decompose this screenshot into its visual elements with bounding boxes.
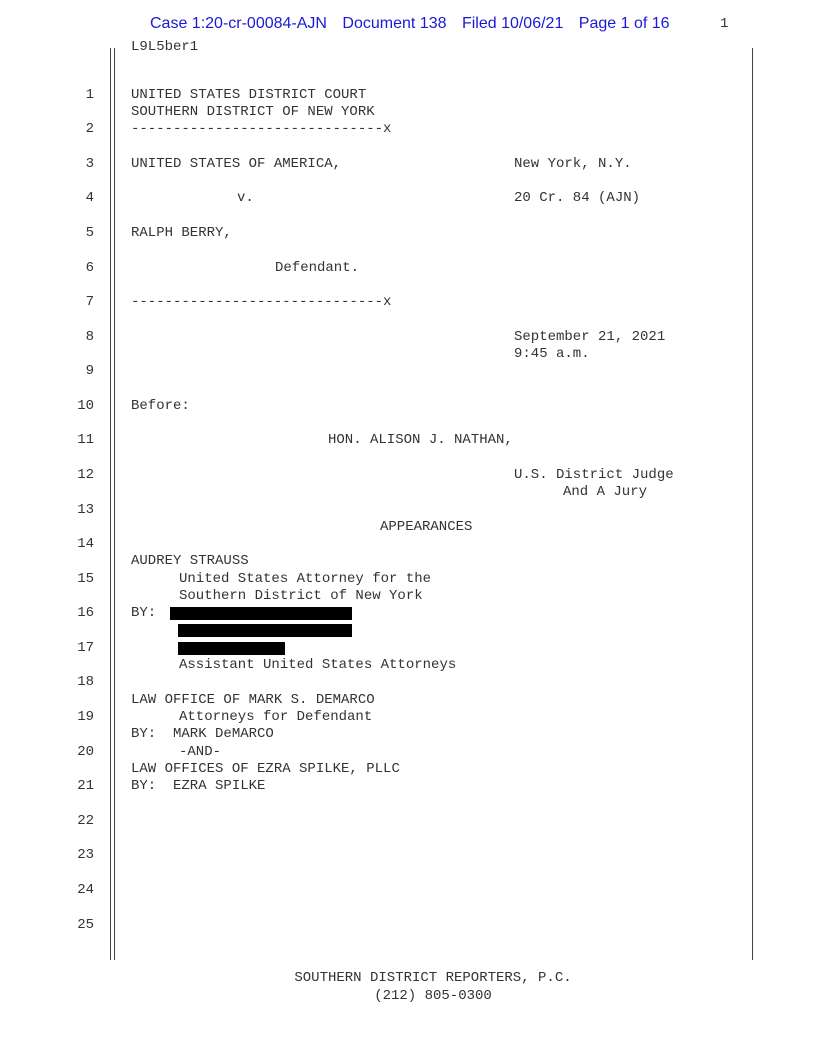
line-number: 18: [77, 674, 94, 690]
page-number: 1: [720, 16, 729, 32]
hearing-location: New York, N.Y.: [514, 156, 632, 172]
filed-date-stamp: Filed 10/06/21: [461, 15, 564, 32]
court-district: SOUTHERN DISTRICT OF NEW YORK: [131, 104, 375, 120]
line-number: 11: [77, 432, 94, 448]
line-number: 3: [85, 156, 94, 172]
footer-reporter: SOUTHERN DISTRICT REPORTERS, P.C.: [294, 970, 572, 986]
defense-attorney-1: BY: MARK DeMARCO: [131, 726, 274, 742]
and-separator: -AND-: [179, 744, 222, 760]
line-number: 12: [77, 467, 94, 483]
gov-title-line-1: United States Attorney for the: [179, 571, 432, 587]
line-number: 7: [85, 294, 94, 310]
plaintiff-name: UNITED STATES OF AMERICA,: [131, 156, 342, 172]
defense-firm-1: LAW OFFICE OF MARK S. DEMARCO: [131, 692, 375, 708]
ausa-title: Assistant United States Attorneys: [179, 657, 457, 673]
gov-title-line-2: Southern District of New York: [179, 588, 423, 604]
line-number: 22: [77, 813, 94, 829]
line-number: 15: [77, 571, 94, 587]
appearances-heading: APPEARANCES: [380, 519, 473, 535]
line-number: 6: [85, 260, 94, 276]
line-number: 2: [85, 121, 94, 137]
line-number: 5: [85, 225, 94, 241]
gov-attorney: AUDREY STRAUSS: [131, 553, 249, 569]
defense-role: Attorneys for Defendant: [179, 709, 373, 725]
jury-note: And A Jury: [563, 484, 648, 500]
left-margin-rule-inner: [114, 48, 115, 960]
redaction-bar: [178, 642, 285, 655]
document-number-stamp: Document 138: [342, 15, 447, 32]
defendant-name: RALPH BERRY,: [131, 225, 232, 241]
left-margin-rule-outer: [110, 48, 111, 960]
line-number: 13: [77, 502, 94, 518]
line-number: 14: [77, 536, 94, 552]
gov-by-label: BY:: [131, 605, 157, 621]
line-number: 17: [77, 640, 94, 656]
case-number-stamp: Case 1:20-cr-00084-AJN: [150, 15, 327, 32]
line-number: 20: [77, 744, 94, 760]
caption-separator-bottom: ------------------------------x: [131, 294, 392, 310]
line-number: 23: [77, 847, 94, 863]
hearing-time: 9:45 a.m.: [514, 346, 590, 362]
job-code: L9L5ber1: [131, 39, 199, 55]
before-label: Before:: [131, 398, 190, 414]
line-number: 19: [77, 709, 94, 725]
versus: v.: [237, 190, 254, 206]
defendant-role: Defendant.: [275, 260, 360, 276]
line-number: 25: [77, 917, 94, 933]
line-number: 10: [77, 398, 94, 414]
redaction-bar: [178, 624, 352, 637]
right-margin-rule: [752, 48, 753, 960]
court-name: UNITED STATES DISTRICT COURT: [131, 87, 367, 103]
hearing-date: September 21, 2021: [514, 329, 666, 345]
line-number: 9: [85, 363, 94, 379]
judge-title: U.S. District Judge: [514, 467, 674, 483]
defense-firm-2: LAW OFFICES OF EZRA SPILKE, PLLC: [131, 761, 400, 777]
case-docket: 20 Cr. 84 (AJN): [514, 190, 641, 206]
caption-separator-top: ------------------------------x: [131, 121, 392, 137]
line-number: 24: [77, 882, 94, 898]
line-number: 21: [77, 778, 94, 794]
line-number: 1: [85, 87, 94, 103]
redaction-bar: [170, 607, 352, 620]
line-number: 4: [85, 190, 94, 206]
footer-phone: (212) 805-0300: [374, 988, 492, 1004]
defense-attorney-2: BY: EZRA SPILKE: [131, 778, 266, 794]
page-count-stamp: Page 1 of 16: [578, 15, 670, 32]
filing-header: [150, 15, 681, 33]
judge-name: HON. ALISON J. NATHAN,: [328, 432, 513, 448]
line-number: 16: [77, 605, 94, 621]
line-number: 8: [85, 329, 94, 345]
